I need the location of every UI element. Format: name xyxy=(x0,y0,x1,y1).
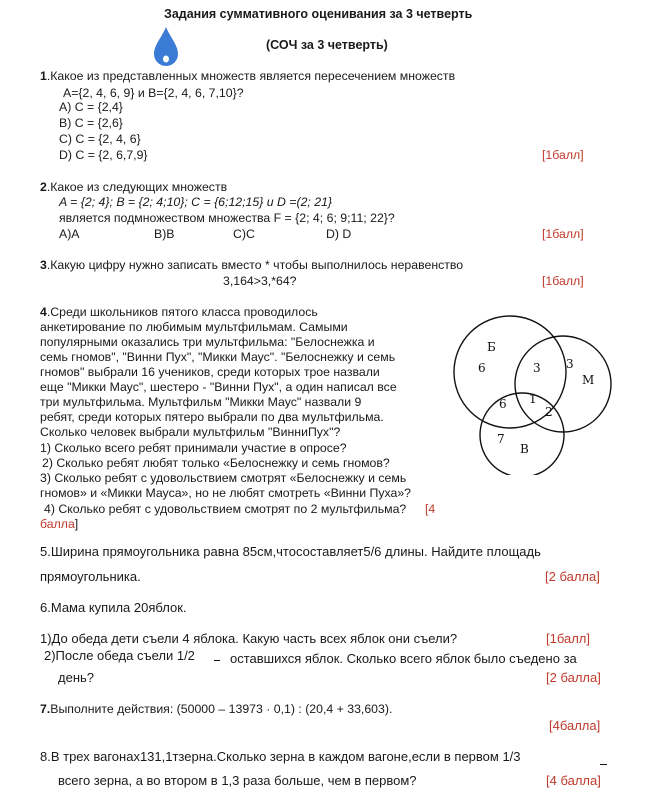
q7-number: 7. xyxy=(40,702,51,716)
venn-label-b: Б xyxy=(487,340,496,354)
page-title: Задания суммативного оценивания за 3 четверть xyxy=(164,7,473,21)
q4-line-5: гномов" выбрали 16 учеников, среди которых трое назвали xyxy=(40,365,380,379)
venn-only-m: 3 xyxy=(566,357,574,371)
q3-question xyxy=(40,258,463,273)
q4-line-3: популярными оказались три мультфильма: "Белоснежка и xyxy=(40,335,375,349)
q2-option-b: B)B xyxy=(154,227,175,241)
q7-question xyxy=(40,702,392,717)
page-subtitle: (СОЧ за 3 четверть) xyxy=(266,38,388,52)
q4-sub-1: 1) Сколько всего ребят принимали участие в опросе? xyxy=(40,441,347,455)
venn-only-b: 6 xyxy=(478,361,486,375)
q4-sub-3a: 3) Сколько ребят с удовольствием смотрят «Белоснежку и семь xyxy=(40,471,407,485)
q1-score: [1балл] xyxy=(542,148,584,162)
q4-score-part2: балла xyxy=(40,517,75,531)
q4-text: .Среди школьников пятого класса проводилось xyxy=(46,305,318,319)
q2-option-a: A)A xyxy=(59,227,80,241)
q1-option-a: A) C = {2,4} xyxy=(59,100,123,114)
q5-score: [2 балла] xyxy=(545,569,600,584)
q2-sets: A = {2; 4}; B = {2; 4;10}; C = {6;12;15} и D =(2; 21} xyxy=(59,195,333,209)
venn-circle-m xyxy=(515,336,611,432)
q2-text2: является подмножеством множества F = {2; 4; 6; 9;11; 22}? xyxy=(59,211,395,225)
q2-number: 2 xyxy=(40,180,47,194)
q7-text: Выполните действия: (50000 – 13973 · 0,1) : (20,4 + 33,603). xyxy=(50,702,393,716)
q6-sub-1-score: [1балл] xyxy=(546,631,591,646)
q1-option-c: C) C = {2, 4, 6} xyxy=(59,132,141,146)
q8-dash xyxy=(600,764,607,765)
q1-option-b: B) C = {2,6} xyxy=(59,116,123,130)
q2-text: .Какое из следующих множеств xyxy=(46,180,228,194)
q8-line-1: 8.В трех вагонах131,1тзерна.Сколько зерна в каждом вагоне,если в первом 1/3 xyxy=(40,749,521,764)
q3-score: [1балл] xyxy=(542,274,584,288)
q3-expression: 3,164>3,*64? xyxy=(223,274,297,288)
q1-number: 1 xyxy=(40,69,47,83)
q4-line-4: семь гномов", "Винни Пух", "Микки Маус". "Белоснежку и семь xyxy=(40,350,396,364)
q4-number: 4 xyxy=(40,305,47,319)
q4-sub-4: 4) Сколько ребят с удовольствием смотрят по 2 мультфильма? xyxy=(44,502,407,516)
q5-line-2: прямоугольника. xyxy=(40,569,141,584)
q4-line-1 xyxy=(40,305,318,320)
q4-line-6: еще "Микки Маус", шестеро - "Винни Пух", а один написал все xyxy=(40,380,397,394)
q1-question xyxy=(40,69,455,84)
q4-line-9: Сколько человек выбрали мультфильм "ВинниПух"? xyxy=(40,425,341,439)
q4-score-cont xyxy=(40,517,78,532)
venn-b-m: 3 xyxy=(533,361,541,375)
q7-score: [4балла] xyxy=(549,718,601,733)
q6-sub-1: 1)До обеда дети съели 4 яблока. Какую часть всех яблок они съели? xyxy=(40,631,458,646)
q1-text: .Какое из представленных множеств является пересечением множеств xyxy=(46,69,456,83)
q2-option-c: C)C xyxy=(233,227,255,241)
q5-line-1: 5.Ширина прямоугольника равна 85см,чтосоставляет5/6 длины. Найдите площадь xyxy=(40,544,541,559)
q8-score: [4 балла] xyxy=(546,773,601,788)
water-drop-icon xyxy=(151,25,181,67)
q6-dash xyxy=(214,660,220,661)
venn-b-v: 6 xyxy=(499,397,507,411)
q1-sets: A={2, 4, 6, 9} и B={2, 4, 6, 7,10}? xyxy=(63,86,244,100)
venn-label-m: М xyxy=(582,373,595,387)
q3-text: .Какую цифру нужно записать вместо * чтобы выполнилось неравенство xyxy=(46,258,464,272)
q2-option-d: D) D xyxy=(326,227,352,241)
q4-sub-3b: гномов» и «Микки Мауса», но не любят смотреть «Винни Пуха»? xyxy=(40,486,412,500)
venn-diagram xyxy=(450,305,620,475)
venn-all: 1 xyxy=(529,392,537,406)
q6-sub-2-score: [2 балла] xyxy=(546,670,601,685)
q6-sub-2a: 2)После обеда съели 1/2 xyxy=(44,648,195,663)
q4-score-part1: [4 xyxy=(425,502,436,516)
q2-score: [1балл] xyxy=(542,227,584,241)
q1-option-d: D) C = {2, 6,7,9} xyxy=(59,148,148,162)
q4-line-2: анкетирование по любимым мультфильмам. Самыми xyxy=(40,320,348,334)
q6-title: 6.Мама купила 20яблок. xyxy=(40,600,187,615)
q6-sub-2b: оставшихся яблок. Сколько всего яблок было съедено за xyxy=(230,651,577,666)
venn-label-v: В xyxy=(520,442,529,456)
q4-line-8: ребят, среди которых пятеро выбрали по два мультфильма. xyxy=(40,410,384,424)
q4-sub-2: 2) Сколько ребят любят только «Белоснежку и семь гномов? xyxy=(42,456,390,470)
q3-number: 3 xyxy=(40,258,47,272)
venn-only-v: 7 xyxy=(497,432,505,446)
q4-score-part3: ] xyxy=(74,517,79,531)
q2-question xyxy=(40,180,227,195)
q8-line-2: всего зерна, а во втором в 1,3 раза больше, чем в первом? xyxy=(58,773,417,788)
q4-line-7: три мультфильма. Мультфильм "Микки Маус" назвали 9 xyxy=(40,395,362,409)
q6-sub-2c: день? xyxy=(58,670,94,685)
venn-m-v: 2 xyxy=(545,405,553,419)
